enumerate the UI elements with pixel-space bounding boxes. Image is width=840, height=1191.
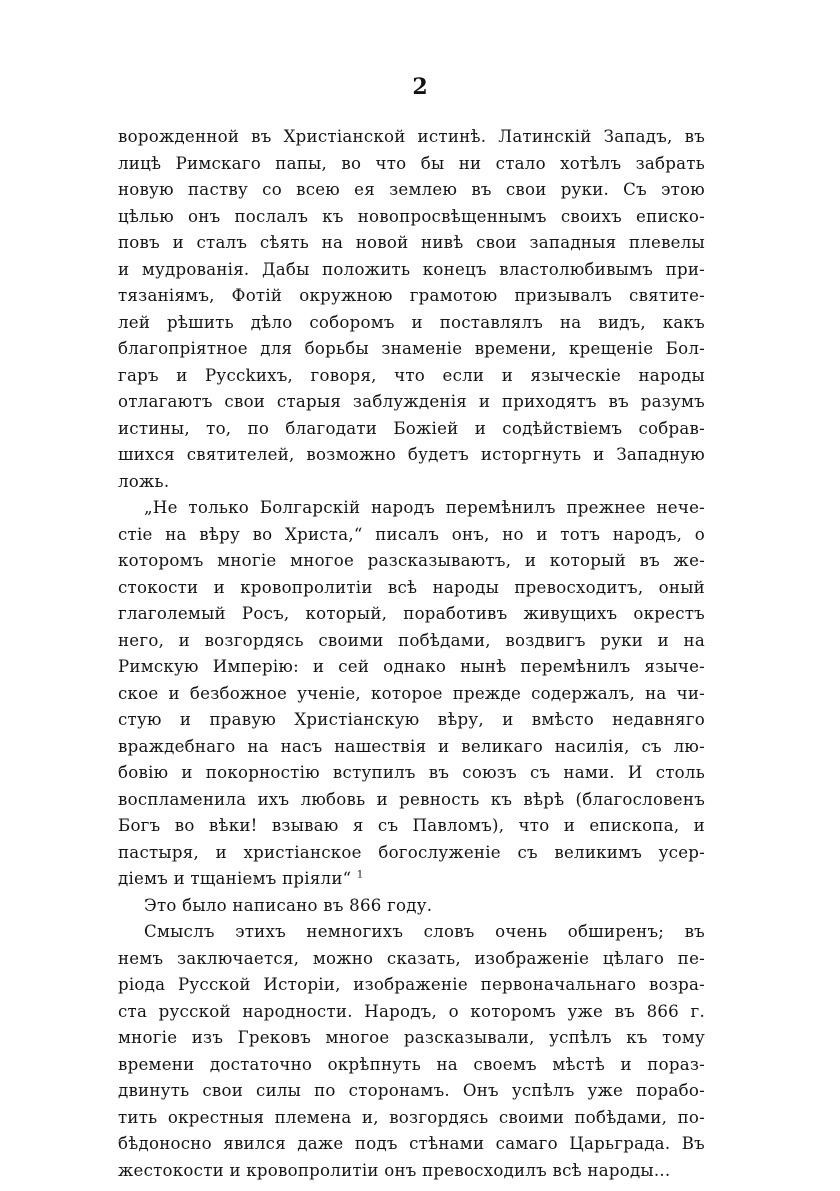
text-line: „Не только Болгарскій народъ перемѣнилъ прежнее нече- <box>144 498 705 517</box>
text-line: глаголемый Росъ, который, поработивъ живущихъ окрестъ <box>118 604 705 623</box>
text-line: лицѣ Римскаго папы, во что бы ни стало хотѣлъ забрать <box>118 153 705 173</box>
text-line: воспламенила ихъ любовь и ревность къ вѣрѣ (благословенъ <box>118 789 705 809</box>
paragraph-quote <box>118 495 705 893</box>
text-line: шихся святителей, возможно будетъ исторгнуть и Западную <box>118 445 705 464</box>
text-line: ріода Русской Исторіи, изображеніе первоначальнаго возра- <box>118 975 705 994</box>
text-line: враждебнаго на насъ нашествія и великаго насилія, съ лю- <box>118 736 705 756</box>
text-line: него, и возгордясь своими побѣдами, воздвигъ руки и на <box>118 630 705 650</box>
text-line: стіе на вѣру во Христа,“ писалъ онъ, но и тотъ народъ, о <box>118 524 705 544</box>
text-line-with-footnote <box>118 866 705 893</box>
text-line: бѣдоносно явился даже подъ стѣнами самаго Царьграда. Въ <box>118 1134 705 1153</box>
text-line: Богъ во вѣки! взываю я съ Павломъ), что и епископа, и <box>118 816 705 835</box>
paragraph <box>118 124 705 495</box>
text-line: ста русской народности. Народъ, о которомъ уже въ 866 г. <box>118 1001 705 1021</box>
text-line: которомъ многіе многое разсказываютъ, и который въ же- <box>118 551 705 570</box>
text-line: новую паству со всею ея землею въ свои руки. Съ этою <box>118 180 705 199</box>
text-line: и мудрованія. Дабы положить конецъ властолюбивымъ при- <box>118 259 705 279</box>
text-line: истины, то, по благодати Божіей и содѣйствіемъ собрав- <box>118 418 705 438</box>
footnote-mark: 1 <box>356 869 364 881</box>
text-line: ское и безбожное ученіе, которое прежде содержалъ, на чи- <box>118 683 705 703</box>
page-number: 2 <box>412 74 428 100</box>
text-line: пастыря, и христіанское богослуженіе съ великимъ усер- <box>118 842 705 862</box>
text-line: цѣлью онъ послалъ къ новопросвѣщеннымъ своихъ еписко- <box>118 206 705 226</box>
text-line: немъ заключается, можно сказать, изображеніе цѣлаго пе- <box>118 948 705 968</box>
paragraph <box>118 919 705 1184</box>
text-line: ложь. <box>118 471 170 491</box>
text-line: стую и правую Христіанскую вѣру, и вмѣсто недавняго <box>118 710 705 729</box>
text-line: многіе изъ Грековъ многое разсказывали, успѣлъ къ тому <box>118 1028 705 1047</box>
body-text <box>118 124 705 1184</box>
text-line: гаръ и Руссkихъ, говоря, что если и языческіе народы <box>118 365 705 385</box>
text-line: ворожденной въ Христіанской истинѣ. Латинскій Западъ, въ <box>118 127 705 146</box>
text-line: времени достаточно окрѣпнуть на своемъ мѣстѣ и пораз- <box>118 1054 705 1074</box>
text-line: лей рѣшить дѣло соборомъ и поставлялъ на видъ, какъ <box>118 312 705 332</box>
text-line: діемъ и тщаніемъ пріяли“ <box>118 869 352 888</box>
text-line: Смыслъ этихъ немногихъ словъ очень обширенъ; въ <box>144 922 705 941</box>
text-line: отлагаютъ свои старыя заблужденія и приходятъ въ разумъ <box>118 392 705 411</box>
text-line: тязаніямъ, Фотій окружною грамотою призывалъ святите- <box>118 286 705 305</box>
text-line: повъ и сталъ сѣять на новой нивѣ свои западныя плевелы <box>118 233 705 252</box>
text-line: Римскую Имперію: и сей однако нынѣ перемѣнилъ языче- <box>118 657 705 676</box>
text-line: жестокости и кровопролитіи онъ превосходилъ всѣ народы... <box>118 1160 671 1180</box>
paragraph <box>118 893 705 920</box>
text-line: стокости и кровопролитіи всѣ народы превосходитъ, оный <box>118 577 705 597</box>
text-line: Это было написано въ 866 году. <box>144 895 433 915</box>
text-line: тить окрестныя племена и, возгордясь своими побѣдами, по- <box>118 1107 705 1127</box>
text-line: бовію и покорностію вступилъ въ союзъ съ нами. И столь <box>118 763 705 782</box>
text-line: благопріятное для борьбы знаменіе времени, крещеніе Бол- <box>118 339 705 358</box>
text-line: двинуть свои силы по сторонамъ. Онъ успѣлъ уже порабо- <box>118 1081 705 1100</box>
